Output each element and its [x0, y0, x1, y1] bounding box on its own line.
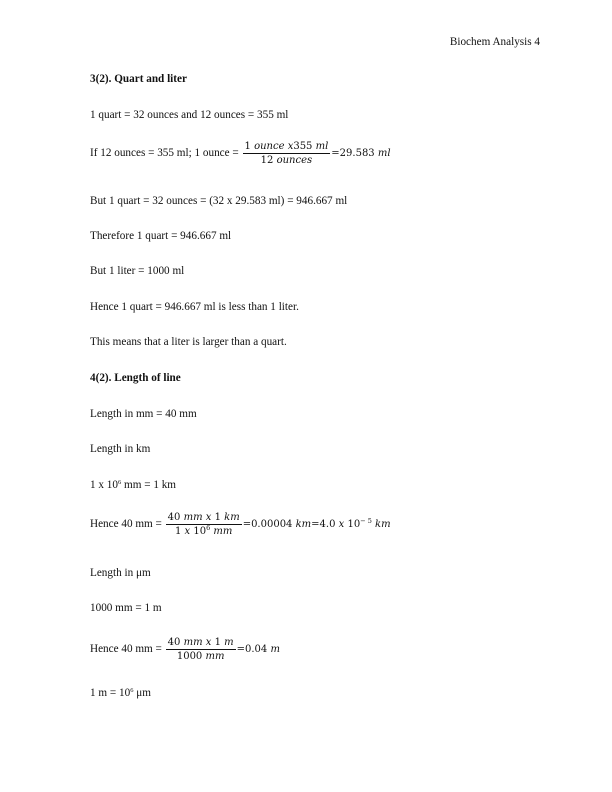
fraction — [166, 511, 242, 538]
equation-result: =0.00004 km=4.0 x $10^{- 5}$ km — [242, 517, 391, 531]
equation-result: =0.04 m — [236, 644, 280, 656]
paragraph: Therefore 1 quart = 946.667 ml — [90, 230, 232, 242]
paragraph: 1 quart = 32 ounces and 12 ounces = 355 ml — [90, 109, 289, 121]
denominator: 1000 mm — [176, 651, 225, 662]
equation-prefix: Hence 40 mm = — [90, 518, 165, 531]
fraction — [166, 636, 236, 663]
equation-m — [90, 636, 280, 663]
running-head: Biochem Analysis 4 — [449, 36, 540, 48]
paragraph: Length in km — [90, 443, 151, 455]
paragraph: Length in μm — [90, 567, 151, 579]
section-4-heading: 4(2). Length of line — [90, 372, 181, 384]
paragraph: 1000 mm = 1 m — [90, 602, 162, 614]
paragraph: This means that a liter is larger than a quart. — [90, 336, 287, 348]
paragraph: 1 x $10^6$ mm = 1 km — [90, 479, 177, 491]
equation-prefix: If 12 ounces = 355 ml; 1 ounce = — [90, 147, 242, 160]
paragraph: 1 $m = 10^6$ μm — [90, 687, 151, 699]
numerator: 1 ounce x355 ml — [244, 141, 329, 152]
equation-ounce — [90, 140, 391, 167]
equation-km — [90, 511, 391, 538]
denominator: 12 ounces — [260, 155, 313, 166]
numerator: 40 mm x 1 km — [167, 512, 240, 523]
numerator: 40 mm x 1 m — [167, 637, 234, 648]
fraction — [243, 140, 331, 167]
paragraph: But 1 liter = 1000 ml — [90, 265, 185, 277]
paragraph: But 1 quart = 32 ounces = (32 x 29.583 ml) = 946.667 ml — [90, 195, 348, 207]
denominator: 1 x $10^6$ mm — [174, 524, 233, 537]
paragraph: Hence 1 quart = 946.667 ml is less than 1 liter. — [90, 301, 299, 313]
paragraph: Length in mm = 40 mm — [90, 408, 197, 420]
equation-prefix: Hence 40 mm = — [90, 643, 165, 656]
equation-result: =29.583 ml — [331, 148, 391, 160]
section-3-heading: 3(2). Quart and liter — [90, 73, 187, 85]
